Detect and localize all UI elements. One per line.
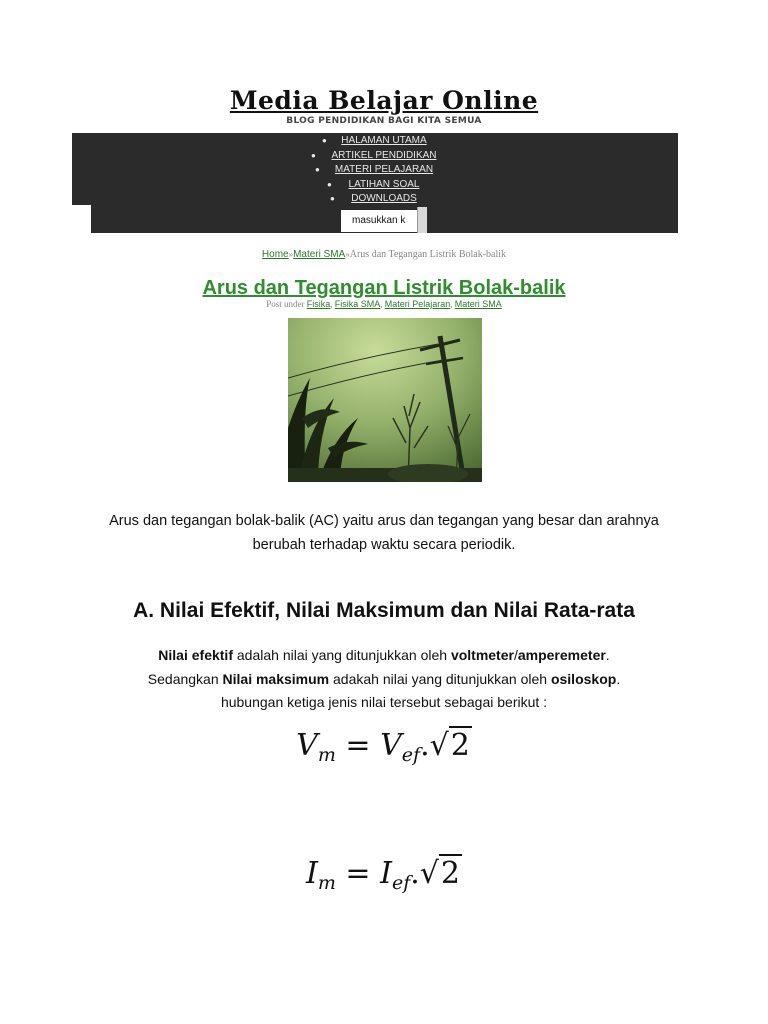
nav-item-downloads <box>0 192 768 207</box>
nav-item-latihan-soal <box>0 178 768 193</box>
formula-current <box>0 856 768 894</box>
breadcrumb <box>0 249 768 260</box>
sqrt-icon: √2 <box>419 856 461 891</box>
body-text: / <box>513 647 518 663</box>
body-text: adalah nilai yang ditunjukkan oleh <box>233 647 451 663</box>
formula-voltage <box>0 728 768 766</box>
term-amperemeter: amperemeter <box>517 647 606 663</box>
nav-link-downloads[interactable]: DOWNLOADS <box>351 193 417 205</box>
search-input[interactable]: masukkan k <box>341 210 424 232</box>
breadcrumb-current: Arus dan Tegangan Listrik Bolak-balik <box>349 249 507 260</box>
formula-subscript: ef <box>401 744 421 766</box>
tag-link[interactable]: Fisika <box>306 299 331 309</box>
post-meta-prefix: Post under <box>266 299 305 309</box>
nav-link-halaman-utama[interactable]: HALAMAN UTAMA <box>341 135 427 146</box>
formula-symbol: I <box>305 856 318 891</box>
section-heading: A. Nilai Efektif, Nilai Maksimum dan Nilai Rata-rata <box>133 599 635 622</box>
term-nilai-maksimum: Nilai maksimum <box>222 670 330 687</box>
formula-symbol: V <box>380 728 402 763</box>
bullet-icon: ● <box>330 194 335 204</box>
body-text: adakah nilai yang ditunjukkan oleh <box>329 670 551 687</box>
bullet-icon: ● <box>311 150 316 160</box>
bullet-icon: ● <box>315 165 320 175</box>
formula-equals: = <box>345 728 371 763</box>
nav-link-artikel-pendidikan[interactable]: ARTIKEL PENDIDIKAN <box>331 149 437 161</box>
post-meta: Post under Fisika, Fisika SMA, Materi Pelajaran, Materi SMA <box>266 299 502 309</box>
breadcrumb-separator-icon: » <box>288 250 294 259</box>
formula-subscript: m <box>317 872 336 894</box>
formula-equals: = <box>345 856 371 891</box>
formula-radicand: 2 <box>450 728 470 763</box>
breadcrumb-home[interactable]: Home <box>261 249 289 260</box>
body-paragraph <box>80 644 688 715</box>
post-title-link[interactable]: Arus dan Tegangan Listrik Bolak-balik <box>202 277 566 299</box>
nav-link-materi-pelajaran[interactable]: MATERI PELAJARAN <box>334 164 434 176</box>
nav-item-halaman-utama <box>0 134 768 149</box>
intro-paragraph: Arus dan tegangan bolak-balik (AC) yaitu arus dan tegangan yang besar dan arahnya berubah terhadap waktu secara periodik. <box>109 513 659 553</box>
site-tagline: BLOG PENDIDIKAN BAGI KITA SEMUA <box>286 116 482 126</box>
tag-link[interactable]: Fisika SMA <box>334 299 381 309</box>
post-image <box>288 318 482 482</box>
term-osiloskop: osiloskop <box>550 670 617 687</box>
formula-subscript: m <box>317 744 336 766</box>
tag-link[interactable]: Materi Pelajaran <box>384 299 451 309</box>
sqrt-icon: √2 <box>429 728 470 763</box>
main-nav <box>0 134 768 207</box>
post-title <box>0 277 768 300</box>
body-text: . <box>605 647 610 663</box>
formula-subscript: ef <box>391 872 411 894</box>
site-title <box>0 86 768 115</box>
tag-link[interactable]: Materi SMA <box>454 299 502 309</box>
search-button[interactable] <box>417 207 427 233</box>
formula-symbol: V <box>296 728 318 763</box>
nav-link-latihan-soal[interactable]: LATIHAN SOAL <box>348 178 420 190</box>
formula-dot: . <box>410 856 420 891</box>
breadcrumb-separator-icon: » <box>345 250 350 259</box>
formula-dot: . <box>420 728 430 763</box>
body-text: Sedangkan <box>147 670 223 687</box>
bullet-icon: ● <box>327 179 332 189</box>
formula-symbol: I <box>380 856 392 891</box>
breadcrumb-category[interactable]: Materi SMA <box>293 249 346 260</box>
site-title-link[interactable]: Media Belajar Online <box>229 86 539 115</box>
formula-radicand: 2 <box>440 856 461 891</box>
term-nilai-efektif: Nilai efektif <box>158 647 233 663</box>
body-text: . <box>616 670 621 687</box>
body-text: hubungan ketiga jenis nilai tersebut sebagai berikut : <box>220 694 548 710</box>
nav-item-materi-pelajaran <box>0 163 768 178</box>
term-voltmeter: voltmeter <box>450 647 514 663</box>
nav-item-artikel-pendidikan <box>0 149 768 164</box>
bullet-icon: ● <box>322 136 327 145</box>
